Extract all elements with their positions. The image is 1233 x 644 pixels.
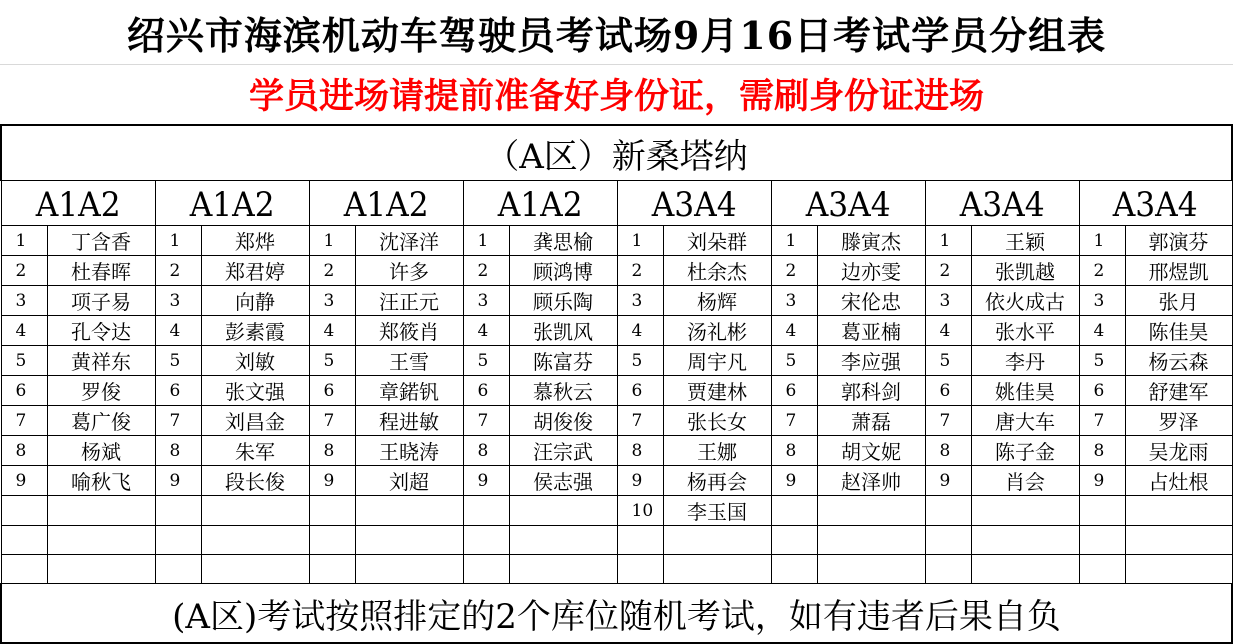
seq-number-cell[interactable] xyxy=(155,496,201,526)
student-name-cell[interactable]: 葛亚楠 xyxy=(817,316,925,346)
group-header[interactable] xyxy=(1,181,155,226)
student-name-cell[interactable]: 彭素霞 xyxy=(201,316,309,346)
table-row xyxy=(1,316,1232,346)
seq-number-cell[interactable]: 2 xyxy=(925,256,971,286)
seq-number-cell[interactable]: 7 xyxy=(1,406,47,436)
student-name-cell[interactable] xyxy=(201,555,309,584)
seq-number-cell[interactable]: 9 xyxy=(463,466,509,496)
student-name-cell[interactable]: 陈佳昊 xyxy=(1125,316,1232,346)
student-name-cell[interactable]: 郑君婷 xyxy=(201,256,309,286)
table-row xyxy=(1,555,1232,584)
student-name-cell[interactable]: 周宇凡 xyxy=(663,346,771,376)
seq-number-cell[interactable] xyxy=(617,526,663,555)
zone-title[interactable]: （A区）新桑塔纳 xyxy=(1,125,1232,181)
student-name-cell[interactable] xyxy=(47,526,155,555)
seq-number-cell[interactable]: 2 xyxy=(771,256,817,286)
seq-number-cell[interactable]: 2 xyxy=(155,256,201,286)
group-header[interactable] xyxy=(617,181,771,226)
seq-number-cell[interactable]: 2 xyxy=(617,256,663,286)
group-label: A1A2 xyxy=(35,185,121,225)
seq-number-cell[interactable]: 7 xyxy=(925,406,971,436)
student-name-cell[interactable] xyxy=(355,496,463,526)
student-name-cell[interactable]: 沈泽洋 xyxy=(355,226,463,256)
student-name-cell[interactable]: 孔令达 xyxy=(47,316,155,346)
student-name-cell[interactable] xyxy=(47,496,155,526)
student-name-cell[interactable]: 唐大车 xyxy=(971,406,1079,436)
seq-number-cell[interactable]: 5 xyxy=(925,346,971,376)
student-name-cell[interactable]: 杨云森 xyxy=(1125,346,1232,376)
student-name-cell[interactable] xyxy=(355,526,463,555)
student-name-cell[interactable]: 张凯越 xyxy=(971,256,1079,286)
student-name-cell[interactable]: 郑筱肖 xyxy=(355,316,463,346)
student-name-cell[interactable]: 顾乐陶 xyxy=(509,286,617,316)
student-name-cell[interactable]: 丁含香 xyxy=(47,226,155,256)
seq-number-cell[interactable]: 6 xyxy=(1079,376,1125,406)
seq-number-cell[interactable]: 7 xyxy=(463,406,509,436)
student-name-cell[interactable]: 段长俊 xyxy=(201,466,309,496)
student-name-cell[interactable] xyxy=(971,496,1079,526)
student-name-cell[interactable]: 郑烨 xyxy=(201,226,309,256)
student-name-cell[interactable]: 王娜 xyxy=(663,436,771,466)
seq-number-cell[interactable]: 8 xyxy=(1079,436,1125,466)
student-name-cell[interactable] xyxy=(355,555,463,584)
seq-number-cell[interactable]: 4 xyxy=(771,316,817,346)
student-name-cell[interactable] xyxy=(663,555,771,584)
student-name-cell[interactable] xyxy=(817,555,925,584)
seq-number-cell[interactable]: 8 xyxy=(463,436,509,466)
seq-number-cell[interactable]: 5 xyxy=(1079,346,1125,376)
student-name-cell[interactable]: 汪正元 xyxy=(355,286,463,316)
student-name-cell[interactable]: 宋伦忠 xyxy=(817,286,925,316)
student-name-cell[interactable]: 萧磊 xyxy=(817,406,925,436)
seq-number-cell[interactable]: 8 xyxy=(1,436,47,466)
seq-number-cell[interactable] xyxy=(925,496,971,526)
table-row xyxy=(1,226,1232,256)
seq-number-cell[interactable]: 9 xyxy=(309,466,355,496)
student-name-cell[interactable]: 陈富芬 xyxy=(509,346,617,376)
group-header-row xyxy=(1,181,1232,226)
notice-banner: 学员进场请提前准备好身份证，需刷身份证进场 xyxy=(248,76,984,117)
student-name-cell[interactable]: 刘昌金 xyxy=(201,406,309,436)
seq-number-cell[interactable]: 6 xyxy=(155,376,201,406)
seq-number-cell[interactable]: 8 xyxy=(925,436,971,466)
student-name-cell[interactable]: 陈子金 xyxy=(971,436,1079,466)
seq-number-cell[interactable] xyxy=(1,526,47,555)
seq-number-cell[interactable] xyxy=(155,526,201,555)
student-name-cell[interactable]: 依火成古 xyxy=(971,286,1079,316)
student-name-cell[interactable]: 郭科剑 xyxy=(817,376,925,406)
seq-number-cell[interactable]: 5 xyxy=(771,346,817,376)
seq-number-cell[interactable]: 5 xyxy=(155,346,201,376)
student-name-cell[interactable] xyxy=(509,496,617,526)
seq-number-cell[interactable] xyxy=(463,526,509,555)
seq-number-cell[interactable]: 7 xyxy=(1079,406,1125,436)
student-name-cell[interactable] xyxy=(201,496,309,526)
seq-number-cell[interactable]: 1 xyxy=(771,226,817,256)
seq-number-cell[interactable]: 5 xyxy=(617,346,663,376)
seq-number-cell[interactable] xyxy=(925,526,971,555)
student-name-cell[interactable]: 刘敏 xyxy=(201,346,309,376)
student-name-cell[interactable]: 章鍩钒 xyxy=(355,376,463,406)
student-name-cell[interactable]: 喻秋飞 xyxy=(47,466,155,496)
student-name-cell[interactable]: 杨斌 xyxy=(47,436,155,466)
student-name-cell[interactable]: 张月 xyxy=(1125,286,1232,316)
footer-row xyxy=(1,584,1232,644)
table-row xyxy=(1,286,1232,316)
seq-number-cell[interactable]: 5 xyxy=(463,346,509,376)
seq-number-cell[interactable]: 4 xyxy=(1,316,47,346)
group-label: A1A2 xyxy=(189,185,275,225)
seq-number-cell[interactable]: 3 xyxy=(1079,286,1125,316)
seq-number-cell[interactable] xyxy=(1,555,47,584)
group-header[interactable] xyxy=(1079,181,1232,226)
student-name-cell[interactable]: 刘超 xyxy=(355,466,463,496)
seq-number-cell[interactable]: 5 xyxy=(309,346,355,376)
seq-number-cell[interactable]: 4 xyxy=(925,316,971,346)
seq-number-cell[interactable]: 8 xyxy=(155,436,201,466)
student-name-cell[interactable]: 杜春晖 xyxy=(47,256,155,286)
student-name-cell[interactable]: 杜余杰 xyxy=(663,256,771,286)
seq-number-cell[interactable]: 2 xyxy=(1079,256,1125,286)
group-label: A3A4 xyxy=(959,185,1045,225)
group-label: A3A4 xyxy=(651,185,737,225)
seq-number-cell[interactable]: 6 xyxy=(1,376,47,406)
seq-number-cell[interactable]: 9 xyxy=(925,466,971,496)
table-row xyxy=(1,256,1232,286)
seq-number-cell[interactable]: 7 xyxy=(771,406,817,436)
seq-number-cell[interactable]: 6 xyxy=(925,376,971,406)
student-name-cell[interactable]: 向静 xyxy=(201,286,309,316)
student-name-cell[interactable]: 王晓涛 xyxy=(355,436,463,466)
student-name-cell[interactable]: 赵泽帅 xyxy=(817,466,925,496)
table-row xyxy=(1,346,1232,376)
seq-number-cell[interactable]: 2 xyxy=(463,256,509,286)
seq-number-cell[interactable] xyxy=(771,496,817,526)
group-label: A1A2 xyxy=(343,185,429,225)
seq-number-cell[interactable]: 1 xyxy=(1,226,47,256)
student-name-cell[interactable]: 胡文妮 xyxy=(817,436,925,466)
seq-number-cell[interactable]: 2 xyxy=(1,256,47,286)
student-name-cell[interactable] xyxy=(1125,526,1232,555)
seq-number-cell[interactable]: 4 xyxy=(617,316,663,346)
seq-number-cell[interactable]: 3 xyxy=(155,286,201,316)
seq-number-cell[interactable] xyxy=(1079,526,1125,555)
seq-number-cell[interactable]: 10 xyxy=(617,496,663,526)
student-name-cell[interactable]: 葛广俊 xyxy=(47,406,155,436)
student-name-cell[interactable]: 顾鸿博 xyxy=(509,256,617,286)
seq-number-cell[interactable] xyxy=(617,555,663,584)
group-header[interactable] xyxy=(463,181,617,226)
seq-number-cell[interactable]: 3 xyxy=(309,286,355,316)
student-name-cell[interactable]: 张凯风 xyxy=(509,316,617,346)
student-name-cell[interactable]: 罗俊 xyxy=(47,376,155,406)
student-name-cell[interactable] xyxy=(509,526,617,555)
student-name-cell[interactable]: 王颖 xyxy=(971,226,1079,256)
seq-number-cell[interactable]: 4 xyxy=(155,316,201,346)
student-name-cell[interactable]: 张长女 xyxy=(663,406,771,436)
student-name-cell[interactable]: 慕秋云 xyxy=(509,376,617,406)
footer-note[interactable]: (A区)考试按照排定的2个库位随机考试，如有违者后果自负 xyxy=(1,584,1232,644)
student-name-cell[interactable]: 边亦雯 xyxy=(817,256,925,286)
seq-number-cell[interactable]: 4 xyxy=(309,316,355,346)
seq-number-cell[interactable]: 6 xyxy=(463,376,509,406)
seq-number-cell[interactable] xyxy=(925,555,971,584)
student-name-cell[interactable] xyxy=(663,526,771,555)
seq-number-cell[interactable]: 1 xyxy=(463,226,509,256)
seq-number-cell[interactable] xyxy=(309,496,355,526)
seq-number-cell[interactable] xyxy=(1,496,47,526)
group-header[interactable] xyxy=(309,181,463,226)
student-name-cell[interactable] xyxy=(1125,496,1232,526)
seq-number-cell[interactable]: 1 xyxy=(155,226,201,256)
student-name-cell[interactable] xyxy=(509,555,617,584)
seq-number-cell[interactable]: 7 xyxy=(155,406,201,436)
roster-table xyxy=(0,124,1233,644)
student-name-cell[interactable]: 李玉国 xyxy=(663,496,771,526)
student-name-cell[interactable]: 汪宗武 xyxy=(509,436,617,466)
student-name-cell[interactable]: 杨辉 xyxy=(663,286,771,316)
zone-row xyxy=(1,125,1232,181)
seq-number-cell[interactable] xyxy=(309,526,355,555)
seq-number-cell[interactable]: 8 xyxy=(309,436,355,466)
student-name-cell[interactable]: 张水平 xyxy=(971,316,1079,346)
seq-number-cell[interactable]: 2 xyxy=(309,256,355,286)
table-row xyxy=(1,376,1232,406)
student-name-cell[interactable]: 龚思榆 xyxy=(509,226,617,256)
seq-number-cell[interactable]: 3 xyxy=(617,286,663,316)
student-name-cell[interactable]: 张文强 xyxy=(201,376,309,406)
seq-number-cell[interactable]: 6 xyxy=(617,376,663,406)
seq-number-cell[interactable] xyxy=(463,555,509,584)
student-name-cell[interactable]: 黄祥东 xyxy=(47,346,155,376)
student-name-cell[interactable]: 占灶根 xyxy=(1125,466,1232,496)
seq-number-cell[interactable] xyxy=(771,555,817,584)
seq-number-cell[interactable] xyxy=(309,555,355,584)
seq-number-cell[interactable]: 1 xyxy=(309,226,355,256)
student-name-cell[interactable]: 李应强 xyxy=(817,346,925,376)
seq-number-cell[interactable]: 9 xyxy=(617,466,663,496)
seq-number-cell[interactable]: 3 xyxy=(925,286,971,316)
student-name-cell[interactable]: 侯志强 xyxy=(509,466,617,496)
student-name-cell[interactable]: 姚佳昊 xyxy=(971,376,1079,406)
seq-number-cell[interactable]: 8 xyxy=(771,436,817,466)
student-name-cell[interactable]: 项子易 xyxy=(47,286,155,316)
seq-number-cell[interactable]: 3 xyxy=(1,286,47,316)
student-name-cell[interactable]: 吴龙雨 xyxy=(1125,436,1232,466)
seq-number-cell[interactable]: 8 xyxy=(617,436,663,466)
student-name-cell[interactable] xyxy=(971,555,1079,584)
student-name-cell[interactable]: 舒建军 xyxy=(1125,376,1232,406)
seq-number-cell[interactable]: 3 xyxy=(771,286,817,316)
table-row xyxy=(1,436,1232,466)
student-name-cell[interactable]: 罗泽 xyxy=(1125,406,1232,436)
seq-number-cell[interactable]: 9 xyxy=(771,466,817,496)
table-row xyxy=(1,526,1232,555)
group-header[interactable] xyxy=(155,181,309,226)
group-label: A1A2 xyxy=(497,185,583,225)
seq-number-cell[interactable]: 1 xyxy=(1079,226,1125,256)
student-name-cell[interactable] xyxy=(1125,555,1232,584)
seq-number-cell[interactable]: 1 xyxy=(925,226,971,256)
student-name-cell[interactable] xyxy=(817,496,925,526)
table-row xyxy=(1,496,1232,526)
seq-number-cell[interactable]: 9 xyxy=(1,466,47,496)
student-name-cell[interactable]: 刘朵群 xyxy=(663,226,771,256)
student-name-cell[interactable]: 朱军 xyxy=(201,436,309,466)
seq-number-cell[interactable]: 6 xyxy=(309,376,355,406)
table-row xyxy=(1,466,1232,496)
student-name-cell[interactable] xyxy=(47,555,155,584)
seq-number-cell[interactable]: 3 xyxy=(463,286,509,316)
seq-number-cell[interactable]: 7 xyxy=(617,406,663,436)
seq-number-cell[interactable] xyxy=(1079,496,1125,526)
seq-number-cell[interactable] xyxy=(1079,555,1125,584)
student-name-cell[interactable]: 汤礼彬 xyxy=(663,316,771,346)
student-name-cell[interactable]: 贾建林 xyxy=(663,376,771,406)
student-name-cell[interactable] xyxy=(971,526,1079,555)
seq-number-cell[interactable] xyxy=(771,526,817,555)
seq-number-cell[interactable]: 1 xyxy=(617,226,663,256)
seq-number-cell[interactable]: 9 xyxy=(155,466,201,496)
group-label: A3A4 xyxy=(1113,185,1199,225)
table-row xyxy=(1,406,1232,436)
student-name-cell[interactable]: 程进敏 xyxy=(355,406,463,436)
seq-number-cell[interactable]: 9 xyxy=(1079,466,1125,496)
group-label: A3A4 xyxy=(805,185,891,225)
student-name-cell[interactable]: 肖会 xyxy=(971,466,1079,496)
student-name-cell[interactable]: 李丹 xyxy=(971,346,1079,376)
group-header[interactable] xyxy=(771,181,925,226)
seq-number-cell[interactable] xyxy=(155,555,201,584)
seq-number-cell[interactable]: 4 xyxy=(463,316,509,346)
student-name-cell[interactable]: 郭演芬 xyxy=(1125,226,1232,256)
sheet-title: 绍兴市海滨机动车驾驶员考试场9月16日考试学员分组表 xyxy=(0,0,1233,65)
seq-number-cell[interactable]: 5 xyxy=(1,346,47,376)
group-header[interactable] xyxy=(925,181,1079,226)
seq-number-cell[interactable]: 4 xyxy=(1079,316,1125,346)
student-name-cell[interactable]: 王雪 xyxy=(355,346,463,376)
seq-number-cell[interactable] xyxy=(463,496,509,526)
student-name-cell[interactable]: 邢煜凯 xyxy=(1125,256,1232,286)
student-name-cell[interactable]: 胡俊俊 xyxy=(509,406,617,436)
seq-number-cell[interactable]: 7 xyxy=(309,406,355,436)
student-name-cell[interactable]: 杨再会 xyxy=(663,466,771,496)
student-name-cell[interactable] xyxy=(817,526,925,555)
student-name-cell[interactable]: 滕寅杰 xyxy=(817,226,925,256)
seq-number-cell[interactable]: 6 xyxy=(771,376,817,406)
student-name-cell[interactable]: 许多 xyxy=(355,256,463,286)
student-name-cell[interactable] xyxy=(201,526,309,555)
